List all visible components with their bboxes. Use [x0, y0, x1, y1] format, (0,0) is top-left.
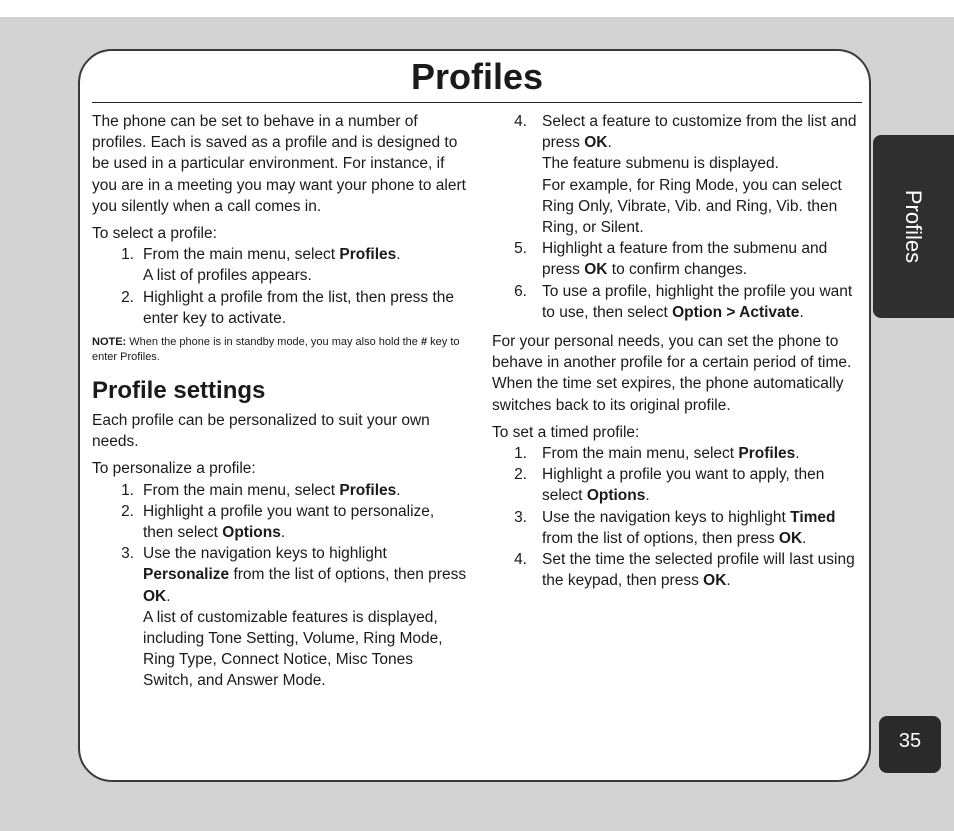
- page-number: 35: [879, 716, 941, 773]
- select-steps: [92, 244, 467, 329]
- section-heading: Profile settings: [92, 377, 266, 405]
- page-title: Profiles: [410, 56, 544, 97]
- list-item: 1. From the main menu, select Profiles.: [121, 481, 401, 499]
- list-item: 3. Use the navigation keys to highlight Timed from the list of options, then press OK.: [514, 508, 836, 547]
- intro-paragraph: The phone can be set to behave in a number of profiles. Each is saved as a profile and is designed to be used in a particular environment. For instance, if you are in a meeting you may want your phone to alert you silently when a call comes in.: [92, 113, 466, 215]
- list-item: 5. Highlight a feature from the submenu and press OK to confirm changes.: [514, 240, 828, 279]
- personalize-steps: [92, 480, 467, 692]
- list-item: 4. Select a feature to customize from the list and press OK. The feature submenu is displayed. For example, for Ring Mode, you can select Ring Only, Vibrate, Vib. and Ring, Vib. then Ring, or Silent.: [514, 113, 857, 237]
- left-column: [92, 111, 467, 697]
- right-column: [492, 111, 864, 596]
- list-item: 4. Set the time the selected profile will last using the keypad, then press OK.: [514, 551, 855, 590]
- list-item: 1. From the main menu, select Profiles.: [514, 445, 800, 463]
- list-item: 6. To use a profile, highlight the profile you want to use, then select Option > Activate.: [514, 282, 853, 321]
- side-tab: [873, 135, 954, 318]
- settings-intro: Each profile can be personalized to suit your own needs.: [92, 412, 430, 451]
- timed-intro: To set a timed profile:: [492, 423, 640, 441]
- personalize-steps-continued: [492, 111, 864, 323]
- title-rule: [92, 102, 862, 103]
- list-item: 2. Highlight a profile you want to personalize, then select Options.: [121, 502, 435, 542]
- select-intro: To select a profile:: [92, 225, 217, 243]
- note: NOTE: When the phone is in standby mode, you may also hold the # key to enter Profiles.: [92, 336, 460, 363]
- top-band: [0, 0, 954, 17]
- list-item: 3. Use the navigation keys to highlight Personalize from the list of options, then press OK. A list of customizable features is displayed, including Tone Setting, Volume, Ring Mode, Ring Type, Connect Notice, Misc Tones Switch, and Answer Mode.: [121, 545, 467, 690]
- timed-steps: [492, 443, 864, 591]
- list-item: 1. From the main menu, select Profiles. A list of profiles appears.: [121, 246, 401, 285]
- timed-paragraph: For your personal needs, you can set the phone to behave in another profile for a certain period of time. When the time set expires, the phone automatically switches back to its original profile.: [492, 333, 852, 414]
- personalize-intro: To personalize a profile:: [92, 460, 256, 478]
- list-item: 2. Highlight a profile from the list, then press the enter key to activate.: [121, 288, 455, 327]
- side-tab-label: Profiles: [901, 189, 926, 264]
- list-item: 2. Highlight a profile you want to apply, then select Options.: [514, 466, 825, 505]
